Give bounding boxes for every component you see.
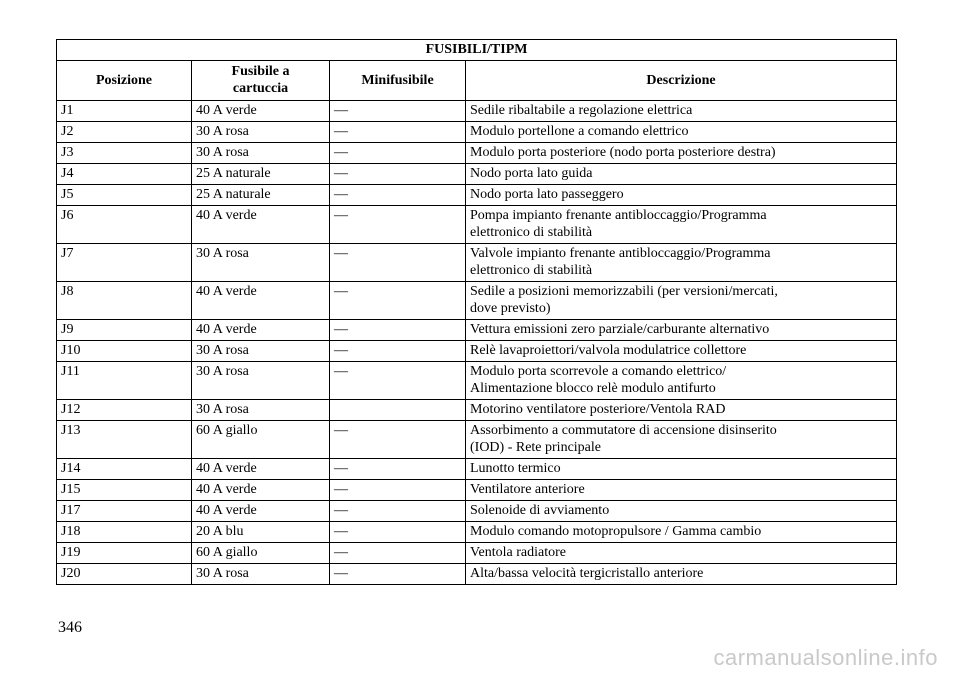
cell-mini-fuse: — — [330, 282, 466, 320]
table-row — [57, 282, 897, 320]
cell-cartridge-fuse: 25 A naturale — [192, 164, 330, 185]
cell-mini-fuse: — — [330, 143, 466, 164]
cell-position: J6 — [57, 206, 192, 244]
table-row — [57, 400, 897, 421]
cell-cartridge-fuse: 25 A naturale — [192, 185, 330, 206]
cell-cartridge-fuse: 40 A verde — [192, 282, 330, 320]
table-title: FUSIBILI/TIPM — [57, 40, 897, 61]
cell-description — [466, 501, 897, 522]
table-row — [57, 164, 897, 185]
cell-position: J4 — [57, 164, 192, 185]
table-row — [57, 501, 897, 522]
cell-description — [466, 362, 897, 400]
cell-mini-fuse: — — [330, 122, 466, 143]
header-mini-fuse: Minifusibile — [330, 61, 466, 101]
cell-mini-fuse: — — [330, 185, 466, 206]
watermark: carmanualsonline.info — [713, 645, 938, 670]
cell-cartridge-fuse: 40 A verde — [192, 320, 330, 341]
description-line-2: elettronico di stabilità — [470, 225, 593, 240]
cell-cartridge-fuse: 40 A verde — [192, 501, 330, 522]
cell-cartridge-fuse: 40 A verde — [192, 206, 330, 244]
cell-position: J10 — [57, 341, 192, 362]
table-row — [57, 185, 897, 206]
table-row — [57, 143, 897, 164]
cell-mini-fuse: — — [330, 501, 466, 522]
cell-description — [466, 320, 897, 341]
table-row — [57, 206, 897, 244]
cell-mini-fuse: — — [330, 101, 466, 122]
description-line: Pompa impianto frenante antibloccaggio/Programma — [470, 208, 767, 223]
cell-mini-fuse: — — [330, 164, 466, 185]
cell-mini-fuse: — — [330, 543, 466, 564]
description-line: Alta/bassa velocità tergicristallo anteriore — [470, 566, 704, 581]
cell-mini-fuse: — — [330, 459, 466, 480]
description-line: Ventilatore anteriore — [470, 482, 585, 497]
cell-cartridge-fuse: 30 A rosa — [192, 362, 330, 400]
description-line: Sedile a posizioni memorizzabili (per versioni/mercati, — [470, 284, 778, 299]
table-row — [57, 244, 897, 282]
description-line: Relè lavaproiettori/valvola modulatrice collettore — [470, 343, 747, 358]
table-row — [57, 480, 897, 501]
description-line: Valvole impianto frenante antibloccaggio/Programma — [470, 246, 771, 261]
cell-description — [466, 143, 897, 164]
cell-cartridge-fuse: 30 A rosa — [192, 400, 330, 421]
cell-position: J8 — [57, 282, 192, 320]
header-position: Posizione — [57, 61, 192, 101]
table-header-row — [57, 61, 897, 101]
cell-cartridge-fuse: 30 A rosa — [192, 143, 330, 164]
description-line-2: (IOD) - Rete principale — [470, 440, 601, 455]
cell-position: J11 — [57, 362, 192, 400]
cell-description — [466, 244, 897, 282]
cell-description — [466, 459, 897, 480]
cell-cartridge-fuse: 40 A verde — [192, 101, 330, 122]
cell-mini-fuse: — — [330, 341, 466, 362]
cell-position: J18 — [57, 522, 192, 543]
cell-position: J20 — [57, 564, 192, 585]
table-row — [57, 421, 897, 459]
cell-description — [466, 122, 897, 143]
description-line: Modulo porta posteriore (nodo porta posteriore destra) — [470, 145, 776, 160]
header-cartridge-fuse-label: Fusibile a cartuccia — [231, 64, 290, 96]
page-number: 346 — [58, 619, 82, 636]
cell-cartridge-fuse: 60 A giallo — [192, 421, 330, 459]
cell-position: J13 — [57, 421, 192, 459]
cell-mini-fuse: — — [330, 320, 466, 341]
description-line: Assorbimento a commutatore di accensione disinserito — [470, 423, 777, 438]
cell-cartridge-fuse: 40 A verde — [192, 480, 330, 501]
cell-cartridge-fuse: 40 A verde — [192, 459, 330, 480]
cell-cartridge-fuse: 30 A rosa — [192, 244, 330, 282]
description-line: Vettura emissioni zero parziale/carburante alternativo — [470, 322, 770, 337]
cell-description — [466, 480, 897, 501]
table-row — [57, 122, 897, 143]
description-line-2: dove previsto) — [470, 301, 551, 316]
description-line: Modulo comando motopropulsore / Gamma cambio — [470, 524, 762, 539]
cell-mini-fuse: — — [330, 480, 466, 501]
description-line: Solenoide di avviamento — [470, 503, 610, 518]
header-description: Descrizione — [466, 61, 897, 101]
table-row — [57, 341, 897, 362]
cell-description — [466, 185, 897, 206]
description-line: Sedile ribaltabile a regolazione elettrica — [470, 103, 693, 118]
cell-cartridge-fuse: 30 A rosa — [192, 564, 330, 585]
description-line: Motorino ventilatore posteriore/Ventola RAD — [470, 402, 726, 417]
cell-position: J15 — [57, 480, 192, 501]
cell-description — [466, 282, 897, 320]
table-row — [57, 564, 897, 585]
cell-position: J9 — [57, 320, 192, 341]
cell-position: J5 — [57, 185, 192, 206]
description-line: Nodo porta lato guida — [470, 166, 593, 181]
cell-position: J19 — [57, 543, 192, 564]
cell-description — [466, 164, 897, 185]
cell-position: J12 — [57, 400, 192, 421]
cell-description — [466, 522, 897, 543]
description-line-2: Alimentazione blocco relè modulo antifurto — [470, 381, 716, 396]
cell-description — [466, 421, 897, 459]
description-line: Modulo porta scorrevole a comando elettrico/ — [470, 364, 727, 379]
header-cartridge-fuse — [192, 61, 330, 101]
cell-description — [466, 206, 897, 244]
cell-description — [466, 101, 897, 122]
table-row — [57, 101, 897, 122]
cell-position: J1 — [57, 101, 192, 122]
description-line-2: elettronico di stabilità — [470, 263, 593, 278]
table-title-row — [57, 40, 897, 61]
cell-mini-fuse — [330, 400, 466, 421]
cell-description — [466, 341, 897, 362]
description-line: Lunotto termico — [470, 461, 561, 476]
cell-position: J3 — [57, 143, 192, 164]
cell-mini-fuse: — — [330, 244, 466, 282]
cell-description — [466, 564, 897, 585]
table-row — [57, 320, 897, 341]
table-row — [57, 522, 897, 543]
cell-position: J17 — [57, 501, 192, 522]
cell-mini-fuse: — — [330, 206, 466, 244]
cell-position: J14 — [57, 459, 192, 480]
fuse-table — [56, 39, 897, 585]
cell-description — [466, 400, 897, 421]
cell-cartridge-fuse: 60 A giallo — [192, 543, 330, 564]
table-row — [57, 459, 897, 480]
cell-cartridge-fuse: 20 A blu — [192, 522, 330, 543]
cell-position: J7 — [57, 244, 192, 282]
cell-mini-fuse: — — [330, 421, 466, 459]
description-line: Ventola radiatore — [470, 545, 567, 560]
cell-mini-fuse: — — [330, 522, 466, 543]
cell-position: J2 — [57, 122, 192, 143]
table-row — [57, 543, 897, 564]
cell-mini-fuse: — — [330, 564, 466, 585]
cell-mini-fuse: — — [330, 362, 466, 400]
cell-description — [466, 543, 897, 564]
cell-cartridge-fuse: 30 A rosa — [192, 341, 330, 362]
description-line: Nodo porta lato passeggero — [470, 187, 624, 202]
table-row — [57, 362, 897, 400]
description-line: Modulo portellone a comando elettrico — [470, 124, 689, 139]
cell-cartridge-fuse: 30 A rosa — [192, 122, 330, 143]
